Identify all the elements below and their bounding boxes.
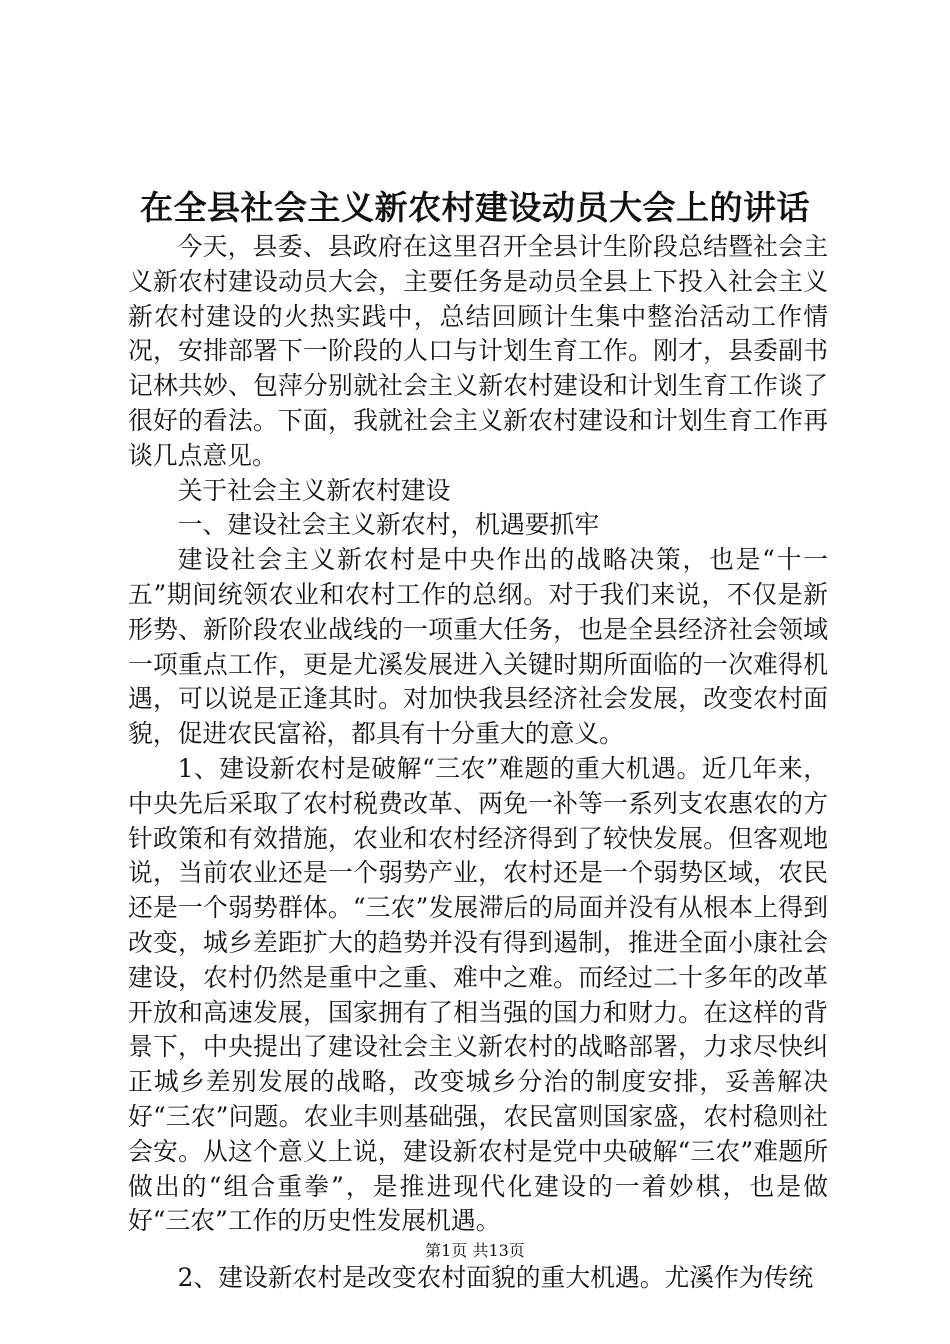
document-title: 在全县社会主义新农村建设动员大会上的讲话 (140, 188, 810, 227)
paragraph-point-1: 1、建设新农村是破解“三农”难题的重大机遇。近几年来，中央先后采取了农村税费改革、两免一补等一系列支农惠农的方针政策和有效措施，农业和农村经济得到了较快发展。但客观地说，当前农业还是一个弱势产业，农村还是一个弱势区域，农民还是一个弱势群体。“三农”发展滞后的局面并没有从根本上得到改变，城乡差距扩大的趋势并没有得到遏制，推进全面小康社会建设，农村仍然是重中之重、难中之难。而经过二十多年的改革开放和高速发展，国家拥有了相当强的国力和财力。在这样的背景下，中央提出了建设社会主义新农村的战略部署，力求尽快纠正城乡差别发展的战略，改变城乡分治的制度安排，妥善解决好“三农”问题。农业丰则基础强，农民富则国家盛，农村稳则社会安。从这个意义上说，建设新农村是党中央破解“三农”难题所做出的“组合重拳”，是推进现代化建设的一着妙棋，也是做好“三农”工作的历史性发展机遇。 (128, 753, 828, 1236)
paragraph-intro: 今天，县委、县政府在这里召开全县计生阶段总结暨社会主义新农村建设动员大会，主要任务是动员全县上下投入社会主义新农村建设的火热实践中，总结回顾计生集中整治活动工作情况，安排部署下一阶段的人口与计划生育工作。刚才，县委副书记林共妙、包萍分别就社会主义新农村建设和计划生育工作谈了很好的看法。下面，我就社会主义新农村建设和计划生育工作再谈几点意见。 (128, 232, 828, 470)
subsection-heading: 一、建设社会主义新农村，机遇要抓牢 (177, 510, 600, 540)
paragraph-strategy: 建设社会主义新农村是中央作出的战略决策，也是“十一五”期间统领农业和农村工作的总纲。对于我们来说，不仅是新形势、新阶段农业战线的一项重大任务，也是全县经济社会领域一项重点工作，更是尤溪发展进入关键时期所面临的一次难得机遇，可以说是正逢其时。对加快我县经济社会发展，改变农村面貌，促进农民富裕，都具有十分重大的意义。 (128, 545, 828, 749)
document-body (128, 230, 828, 1296)
paragraph-point-2: 2、建设新农村是改变农村面貌的重大机遇。尤溪作为传统 (177, 1263, 814, 1293)
section-heading: 关于社会主义新农村建设 (177, 475, 451, 505)
page-number: 第1页 共13页 (425, 1241, 525, 1260)
